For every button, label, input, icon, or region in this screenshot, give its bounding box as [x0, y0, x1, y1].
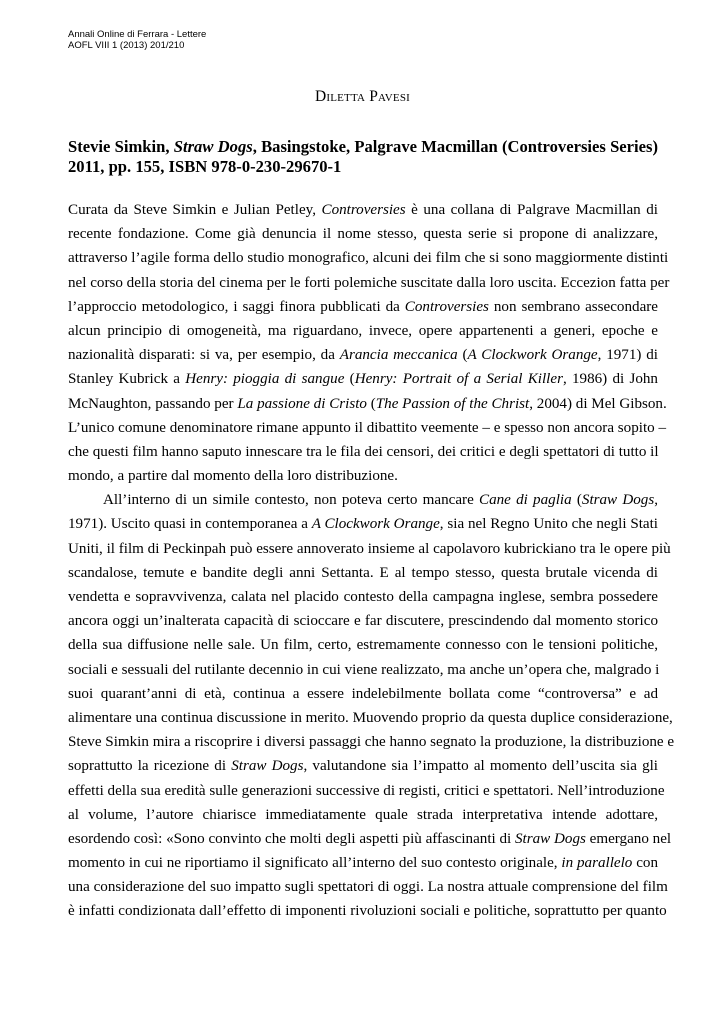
text-run: al volume, l’autore chiarisce immediatamente quale strada interpretativa intende adottare, [68, 806, 658, 823]
review-body [68, 198, 675, 924]
text-run: che questi film hanno saputo innescare tra le fila dei censori, dei critici e degli spettatori di tutto il [68, 443, 659, 460]
text-run: , [654, 492, 658, 509]
text-run: Curata da Steve Simkin e Julian Petley, [68, 202, 322, 218]
italic-text: Straw Dogs [515, 830, 586, 847]
text-line [68, 343, 658, 367]
text-line [68, 295, 658, 319]
italic-text: Henry: pioggia di sangue [185, 371, 345, 388]
text-line [68, 803, 658, 827]
text-run: , 2004) di Mel Gibson. [529, 395, 667, 412]
text-line [68, 609, 658, 633]
text-line [68, 754, 658, 778]
text-line [68, 682, 658, 706]
italic-text: La passione di Cristo [237, 395, 367, 412]
text-line [68, 464, 658, 488]
text-line [68, 585, 658, 609]
text-run: nazionalità disparati: si va, per esempio, da [68, 347, 340, 364]
text-run: Uniti, il film di Peckinpah può essere annoverato insieme al capolavoro kubrickiano tra le opere più [68, 540, 671, 557]
text-run: momento in cui ne riportiamo il significato all’interno del suo contesto originale, [68, 855, 562, 872]
title-italic-segment: Straw Dogs [173, 137, 253, 156]
text-run: All’interno di un simile contesto, non poteva certo mancare [103, 492, 480, 509]
review-title [68, 137, 658, 177]
text-line [68, 271, 670, 295]
text-run: ( [571, 492, 582, 509]
italic-text: Cane di paglia [479, 492, 572, 509]
italic-text: Straw Dogs [231, 758, 304, 775]
italic-text: Controversies [404, 298, 489, 315]
text-run: è infatti condizionata dall’effetto di imponenti rivoluzioni sociali e politiche, soprattutto per quanto [68, 903, 667, 920]
text-run: l’approccio metodologico, i saggi finora pubblicati da [68, 298, 405, 315]
text-run: , sia nel Regno Unito che negli Stati [439, 516, 658, 533]
italic-text: Controversies [321, 202, 406, 218]
text-run: alcun principio di omogeneità, ma riguardano, invece, opere appartenenti a generi, epoche e [68, 322, 658, 339]
text-run: ( [344, 371, 355, 388]
text-run: non sembrano assecondare [488, 298, 658, 315]
text-run: ancora oggi un’inalterata capacità di scioccare e far discutere, prescindendo dal momento storico [68, 613, 658, 630]
text-line [68, 537, 671, 561]
italic-text: in parallelo [561, 855, 633, 872]
title-segment: Stevie Simkin, [68, 137, 174, 156]
text-run: ( [366, 395, 376, 412]
text-line [68, 899, 667, 923]
text-run: , valutandone sia l’impatto al momento dell’uscita sia gli [303, 758, 658, 775]
text-run: alimentare una continua discussione in merito. Muovendo proprio da questa duplice considerazione, [68, 709, 673, 726]
italic-text: Henry: Portrait of a Serial Killer [354, 371, 563, 388]
text-run: nel corso della storia del cinema per le forti polemiche suscitate dalla loro uscita. Eccezion fatta per [68, 274, 670, 291]
text-line [68, 633, 658, 657]
journal-reference: AOFL VIII 1 (2013) 201/210 [68, 40, 185, 51]
text-line [68, 416, 667, 440]
text-run: , 1986) di John [562, 371, 658, 388]
text-run: con [632, 855, 658, 872]
text-run: McNaughton, passando per [68, 395, 238, 412]
text-run: esordendo così: «Sono convinto che molti degli aspetti più affascinanti di [68, 830, 515, 847]
text-line [68, 875, 668, 899]
author-first-name: Diletta [314, 88, 366, 105]
author-last-name: Pavesi [369, 88, 411, 105]
text-run: recente fondazione. Come già denuncia il nome stesso, questa serie si propone di analizzare, [68, 226, 658, 243]
text-run: Steve Simkin mira a riscoprire i diversi passaggi che hanno segnato la produzione, la distribuzione e [68, 734, 675, 751]
text-line [68, 706, 673, 730]
text-run: 1971). Uscito quasi in contemporanea a [68, 516, 312, 533]
journal-name: Annali Online di Ferrara - Lettere [68, 29, 207, 40]
author-name [0, 88, 725, 106]
text-run: Stanley Kubrick a [68, 371, 186, 388]
text-line [68, 222, 658, 246]
text-run: vendetta e sopravvivenza, calata nel placido contesto della campagna inglese, sembra possedere [68, 589, 658, 605]
text-run: , 1971) di [597, 347, 658, 364]
text-line [68, 198, 658, 222]
italic-text: Straw Dogs [581, 492, 655, 509]
text-run: attraverso l’agile forma dello studio monografico, alcuni dei film che si sono maggiormente distinti [68, 250, 669, 267]
text-line [68, 367, 658, 391]
italic-text: The Passion of the Christ [375, 395, 530, 412]
text-line [68, 512, 658, 536]
text-line [68, 779, 665, 803]
text-run: L’unico comune denominatore rimane appunto il dibattito veemente – e spesso non ancora sopito – [68, 419, 667, 436]
text-run: della sua diffusione nelle sale. Un film, certo, estremamente connesso con le tensioni politiche, [68, 637, 658, 654]
text-line [68, 488, 658, 512]
text-line [68, 827, 672, 851]
italic-text: A Clockwork Orange [311, 516, 440, 533]
text-line [68, 319, 658, 343]
text-run: ( [457, 347, 468, 364]
text-line [68, 561, 658, 585]
text-run: scandalose, temute e bandite degli anni Settanta. E al tempo stesso, questa brutale vicenda di [68, 564, 658, 581]
text-line [68, 440, 658, 464]
text-run: mondo, a partire dal momento della loro distribuzione. [68, 468, 398, 485]
text-run: emergano nel [585, 830, 672, 847]
text-line [68, 658, 658, 682]
text-line [68, 392, 667, 416]
title-segment: , Basingstoke, Palgrave Macmillan (Controversies Series) 2011, pp. 155, ISBN 978-0-230-29670-1 [68, 137, 658, 176]
text-line [68, 246, 669, 270]
text-run: suoi quarant’anni di età, continua a essere indelebilmente bollata come “controversa” e ad [68, 685, 658, 702]
italic-text: A Clockwork Orange [467, 347, 598, 364]
journal-header [68, 29, 206, 51]
italic-text: Arancia meccanica [339, 347, 458, 364]
text-run: sociali e sessuali del rutilante decennio in cui viene realizzato, ma anche un’opera che, malgrado i [68, 661, 660, 678]
text-run: una considerazione del suo impatto sugli spettatori di oggi. La nostra attuale comprensione del film [68, 879, 668, 896]
text-run: è una collana di Palgrave Macmillan di [405, 202, 658, 218]
text-line [68, 730, 675, 754]
text-run: effetti della sua eredità sulle generazioni successive di registi, critici e spettatori. Nell’introduzione [68, 782, 665, 799]
text-line [68, 851, 658, 875]
text-run: soprattutto la ricezione di [68, 758, 232, 775]
